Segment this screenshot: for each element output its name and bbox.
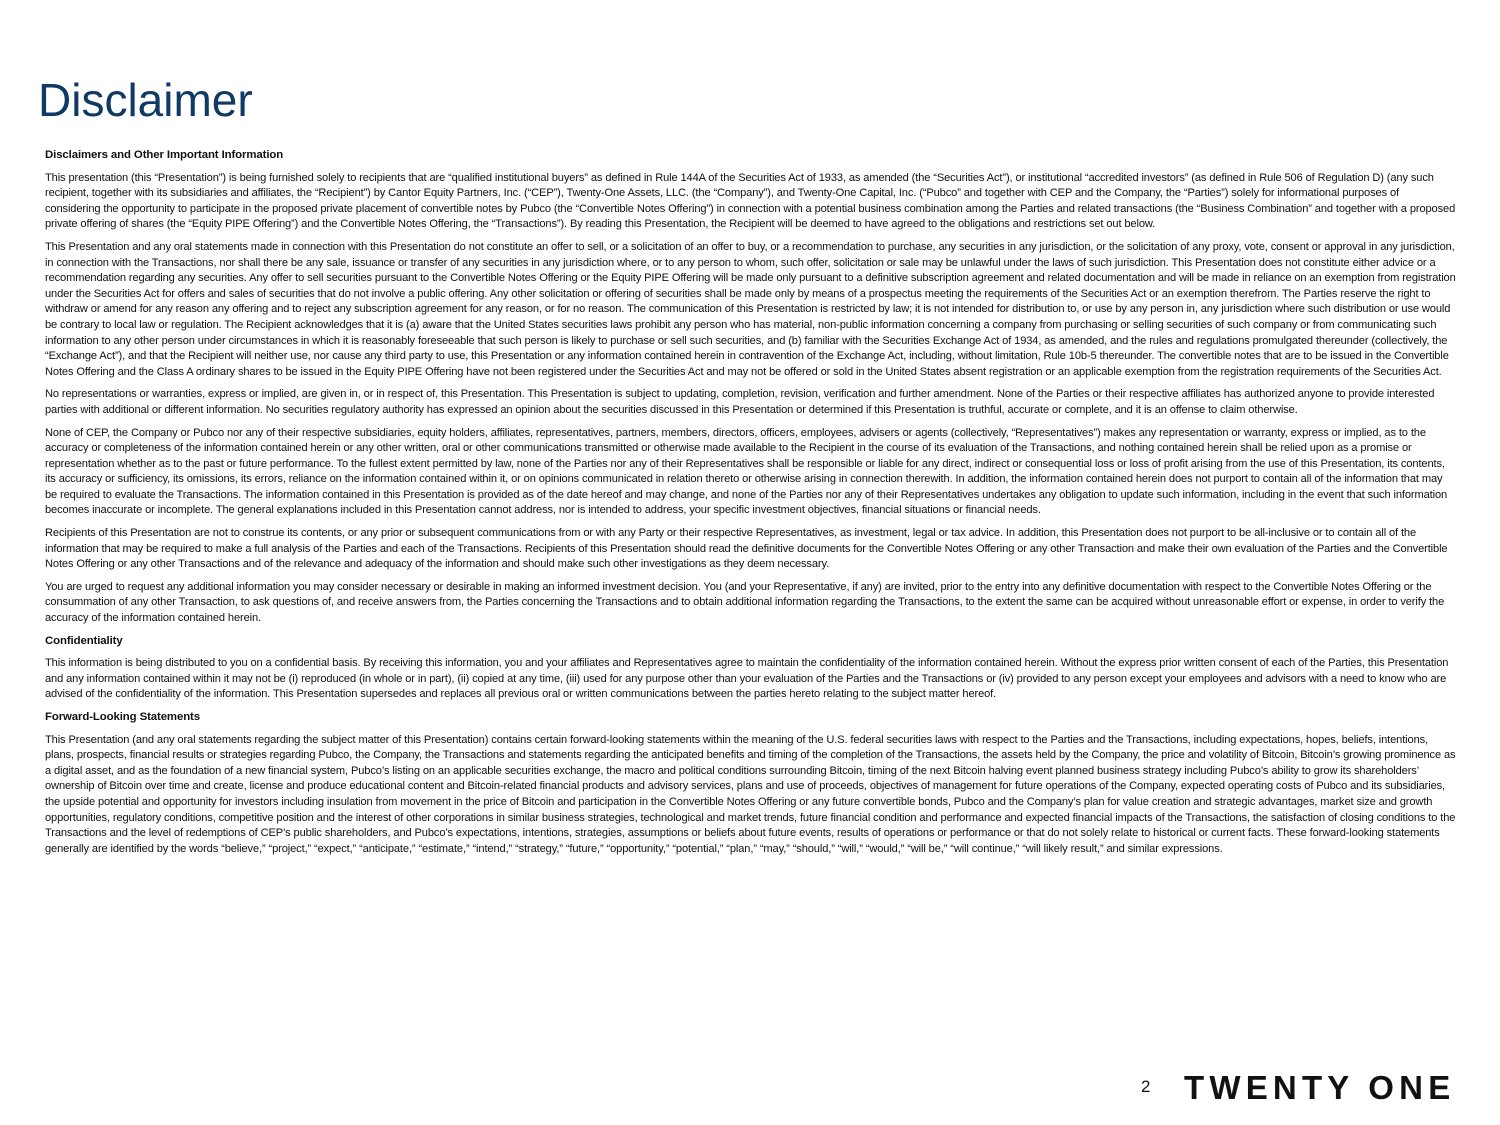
section-heading-forward-looking: Forward-Looking Statements [45,711,200,723]
paragraph: This Presentation (and any oral statements regarding the subject matter of this Presentation) contains certain forward-looking statements within the meaning of the U.S. federal securities laws with respect to the Parties and the Transactions, including expectations, hopes, beliefs, intentions, plans, prospects, financial results or strategies regarding Pubco, the Company, the Transactions and statements regarding the anticipated benefits and timing of the completion of the Transactions, the assets held by the Company, the price and volatility of Bitcoin, Bitcoin’s growing prominence as a digital asset, and as the foundation of a new financial system, Pubco’s listing on an applicable securities exchange, the macro and political conditions surrounding Bitcoin, timing of the next Bitcoin halving event planned business strategy including Pubco’s ability to grow its shareholders’ ownership of Bitcoin over time and create, license and produce educational content and Bitcoin-related financial products and advisory services, plans and use of proceeds, objectives of management for future operations of the Company, expected operating costs of Pubco and its subsidiaries, the upside potential and opportunity for investors including insulation from movement in the price of Bitcoin and participation in the Convertible Notes Offering or any future convertible bonds, Pubco and the Company’s plan for value creation and strategic advantages, market size and growth opportunities, regulatory conditions, competitive position and the interest of other corporations in similar business strategies, technological and market trends, future financial condition and performance and expected financial impacts of the Transactions, the satisfaction of closing conditions to the Transactions and the level of redemptions of CEP’s public shareholders, and Pubco’s expectations, intentions, strategies, assumptions or beliefs about future events, results of operations or performance or that do not solely relate to historical or current facts. These forward-looking statements generally are identified by the words “believe,” “project,” “expect,” “anticipate,” “estimate,” “intend,” “strategy,” “future,” “opportunity,” “potential,” “plan,” “may,” “should,” “will,” “would,” “will be,” “will continue,” “will likely result,” and similar expressions. [45,733,1456,855]
page-title: Disclaimer [38,74,253,126]
disclaimer-body [45,148,1457,864]
paragraph: This Presentation and any oral statements made in connection with this Presentation do not constitute an offer to sell, or a solicitation of an offer to buy, or a recommendation to purchase, any securities in any jurisdiction, or the solicitation of any proxy, vote, consent or approval in any jurisdiction, in connection with the Transactions, nor shall there be any sale, issuance or transfer of any securities in any jurisdiction where, or to any person to whom, such offer, solicitation or sale may be unlawful under the laws of such jurisdiction. This Presentation does not constitute either advice or a recommendation regarding any securities. Any offer to sell securities pursuant to the Convertible Notes Offering or the Equity PIPE Offering will be made only pursuant to a definitive subscription agreement and related documentation and will be made in reliance on an exemption from registration under the Securities Act for offers and sales of securities that do not involve a public offering. Any other solicitation or offering of securities shall be made only by means of a prospectus meeting the requirements of the Securities Act or an exemption therefrom. The Parties reserve the right to withdraw or amend for any reason any offering and to reject any subscription agreement for any reason, or for no reason. The communication of this Presentation is restricted by law; it is not intended for distribution to, or use by any person in, any jurisdiction where such distribution or use would be contrary to local law or regulation. The Recipient acknowledges that it is (a) aware that the United States securities laws prohibit any person who has material, non-public information concerning a company from purchasing or selling securities of such company or from communicating such information to any other person under circumstances in which it is reasonably foreseeable that such person is likely to purchase or sell such securities, and (b) familiar with the Securities Exchange Act of 1934, as amended, and the rules and regulations promulgated thereunder (collectively, the “Exchange Act”), and that the Recipient will neither use, nor cause any third party to use, this Presentation or any information contained herein in contravention of the Exchange Act, including, without limitation, Rule 10b-5 thereunder. The convertible notes that are to be issued in the Convertible Notes Offering and the Class A ordinary shares to be issued in the Equity PIPE Offering have not been registered under the Securities Act and may not be offered or sold in the United States absent registration or an applicable exemption from the registration requirements of the Securities Act. [45,240,1456,378]
paragraph: This information is being distributed to you on a confidential basis. By receiving this information, you and your affiliates and Representatives agree to maintain the confidentiality of the information contained herein. Without the express prior written consent of each of the Parties, this Presentation and any information contained within it may not be (i) reproduced (in whole or in part), (ii) copied at any time, (iii) used for any purpose other than your evaluation of the Parties and the Transactions or (iv) provided to any person except your employees and advisors with a need to know who are advised of the confidentiality of the information. This Presentation supersedes and replaces all previous oral or written communications between the parties hereto relating to the subject matter hereof. [45,657,1449,701]
paragraph: None of CEP, the Company or Pubco nor any of their respective subsidiaries, equity holders, affiliates, representatives, partners, members, directors, officers, employees, advisers or agents (collectively, “Representatives”) makes any representation or warranty, express or implied, as to the accuracy or completeness of the information contained herein or any other written, oral or other communications transmitted or otherwise made available to the Recipient in the course of its evaluation of the Transactions, and nothing contained herein shall be relied upon as a promise or representation whether as to the past or future performance. To the fullest extent permitted by law, none of the Parties nor any of their Representatives shall be responsible or liable for any direct, indirect or consequential loss or loss of profit arising from the use of this Presentation, its contents, its accuracy or sufficiency, its omissions, its errors, reliance on the information contained within it, or on opinions communicated in relation thereto or otherwise arising in connection therewith. In addition, the information contained herein does not purport to contain all of the information that may be required to evaluate the Transactions. The information contained in this Presentation is provided as of the date hereof and may change, and none of the Parties nor any of their Representatives undertakes any obligation to update such information, including in the event that such information becomes inaccurate or incomplete. The general explanations included in this Presentation cannot address, nor is intended to address, your specific investment objectives, financial situations or financial needs. [45,426,1448,517]
paragraph: No representations or warranties, express or implied, are given in, or in respect of, this Presentation. This Presentation is subject to updating, completion, revision, verification and further amendment. None of the Parties or their respective affiliates has authorized anyone to provide interested parties with additional or different information. No securities regulatory authority has expressed an opinion about the securities discussed in this Presentation or determined if this Presentation is truthful, accurate or complete, and it is an offense to claim otherwise. [45,388,1435,416]
paragraph: Recipients of this Presentation are not to construe its contents, or any prior or subsequent communications from or with any Party or their respective Representatives, as investment, legal or tax advice. In addition, this Presentation does not purport to be all-inclusive or to contain all of the information that may be required to make a full analysis of the Parties and each of the Transactions. Recipients of this Presentation should read the definitive documents for the Convertible Notes Offering or any other Transaction and make their own evaluation of the Parties and the Convertible Notes Offering or any other Transactions and of the relevance and adequacy of the information and should make such other investigations as they deem necessary. [45,527,1448,571]
section-heading-disclaimers: Disclaimers and Other Important Information [45,149,284,161]
page-number: 2 [1141,1077,1151,1096]
twenty-one-logo: TWENTY ONE [1184,1069,1456,1106]
paragraph: You are urged to request any additional information you may consider necessary or desirable in making an informed investment decision. You (and your Representative, if any) are invited, prior to the entry into any definitive documentation with respect to the Convertible Notes Offering or the consummation of any other Transaction, to ask questions of, and receive answers from, the Parties concerning the Transactions and to obtain additional information regarding the Transactions, to the extent the same can be acquired without unreasonable effort or expense, in order to verify the accuracy of the information contained herein. [45,580,1445,625]
section-heading-confidentiality: Confidentiality [45,634,123,647]
paragraph: This presentation (this “Presentation”) is being furnished solely to recipients that are “qualified institutional buyers” as defined in Rule 144A of the Securities Act of 1933, as amended (the “Securities Act”), or institutional “accredited investors” (as defined in Rule 506 of Regulation D) (any such recipient, together with its subsidiaries and affiliates, the “Recipient”) by Cantor Equity Partners, Inc. (“CEP”), Twenty-One Assets, LLC. (the “Company”), and Twenty-One Capital, Inc. (“Pubco” and together with CEP and the Company, the “Parties”) solely for informational purposes of considering the opportunity to participate in the proposed private placement of convertible notes by Pubco (the “Convertible Notes Offering”) in connection with a potential business combination among the Parties and related transactions (the “Business Combination” and together with a proposed private offering of shares (the “Equity PIPE Offering”) and the Convertible Notes Offering, the “Transactions”). By reading this Presentation, the Recipient will be deemed to have agreed to the obligations and restrictions set out below. [45,171,1456,231]
